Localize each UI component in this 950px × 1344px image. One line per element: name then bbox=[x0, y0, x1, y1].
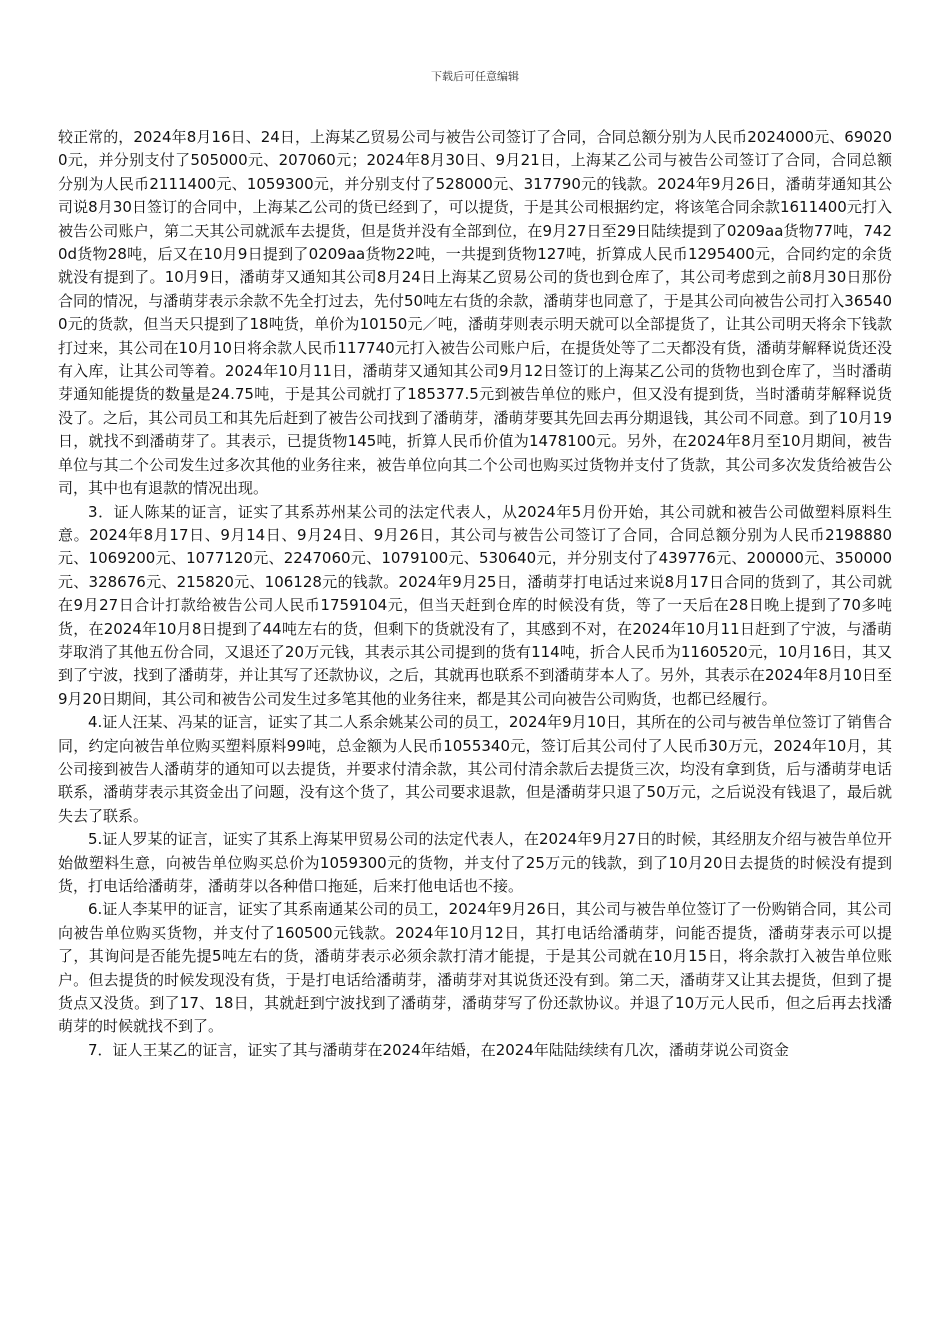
page-header: 下载后可任意编辑 bbox=[431, 70, 519, 83]
paragraph-witness-7: 7．证人王某乙的证言，证实了其与潘萌芽在2024年结婚，在2024年陆陆续续有几次，潘萌芽说公司资金 bbox=[88, 1040, 789, 1059]
paragraph-witness-3: 3．证人陈某的证言，证实了其系苏州某公司的法定代表人，从2024年5月份开始，其公司就和被告公司做塑料原料生意。2024年8月17日、9月14日、9月24日、9月26日，其公司与被告公司签订了合同，合同总额分别为人民币2198880元、1069200元、1077120元、2247060元、1079100元、530640元，并分别支付了439776元、200000元、350000元、328676元、215820元、106128元的钱款。2024年9月25日，潘萌芽打电话过来说8月17日合同的货到了，其公司就在9月27日合计打款给被告公司人民币1759104元，但当天赶到仓库的时候没有货，等了一天后在28日晚上提到了70多吨货，在2024年10月8日提到了44吨左右的货，但剩下的货就没有了，其感到不对，在2024年10月11日赶到了宁波，与潘萌芽取消了其他五份合同，又退还了20万元钱，其表示其公司提到的货有114吨，折合人民币为1160520元，10月16日，其又到了宁波，找到了潘萌芽，并让其写了还款协议，之后，其就再也联系不到潘萌芽本人了。另外，其表示在2024年8月10日至9月20日期间，其公司和被告公司发生过多笔其他的业务往来，都是其公司向被告公司购货，也都已经履行。 bbox=[58, 502, 892, 708]
paragraph-witness-4: 4.证人汪某、冯某的证言，证实了其二人系余姚某公司的员工，2024年9月10日，其所在的公司与被告单位签订了销售合同，约定向被告单位购买塑料原料99吨，总金额为人民币1055340元，签订后其公司付了人民币30万元，2024年10月，其公司接到被告人潘萌芽的通知可以去提货，并要求付清余款，其公司付清余款后去提货三次，均没有拿到货，后与潘萌芽电话联系，潘萌芽表示其资金出了问题，没有这个货了，其公司要求退款，但是潘萌芽只退了50万元，之后说没有钱退了，最后就失去了联系。 bbox=[58, 713, 892, 825]
paragraph-continuation: 较正常的，2024年8月16日、24日，上海某乙贸易公司与被告公司签订了合同，合同总额分别为人民币2024000元、690200元，并分别支付了505000元、207060元；2024年8月30日、9月21日，上海某乙公司与被告公司签订了合同，合同总额分别为人民币2111400元、1059300元，并分别支付了528000元、317790元的钱款。2024年9月26日，潘萌芽通知其公司说8月30日签订的合同中，上海某乙公司的货已经到了，可以提货，于是其公司根据约定，将该笔合同余款1611400元打入被告公司账户，第二天其公司就派车去提货，但是货并没有全部到位，在9月27日至29日陆续提到了0209aa货物77吨，7420d货物28吨，后又在10月9日提到了0209aa货物22吨，一共提到货物127吨，折算成人民币1295400元，合同约定的余货就没有提到了。10月9日，潘萌芽又通知其公司8月24日上海某乙贸易公司的货也到仓库了，其公司考虑到之前8月30日那份合同的情况，与潘萌芽表示余款不先全打过去，先付50吨左右货的余款，潘萌芽也同意了，于是其公司向被告公司打入365400元的货款，但当天只提到了18吨货，单价为10150元／吨，潘萌芽则表示明天就可以全部提货了，让其公司明天将余下钱款打过来，其公司在10月10日将余款人民币117740元打入被告公司账户后，在提货处等了二天都没有货，潘萌芽解释说货还没有入库，让其公司等着。2024年10月11日，潘萌芽又通知其公司9月12日签订的上海某乙公司的货物也到仓库了，当时潘萌芽通知能提货的数量是24.75吨，于是其公司就打了185377.5元到被告单位的账户，但又没有提到货，当时潘萌芽解释说货没了。之后，其公司员工和其先后赶到了被告公司找到了潘萌芽，潘萌芽要其先回去再分期退钱，其公司不同意。到了10月19日，就找不到潘萌芽了。其表示，已提货物145吨，折算人民币价值为1478100元。另外，在2024年8月至10月期间，被告单位与其二个公司发生过多次其他的业务往来，被告单位向其二个公司也购买过货物并支付了货款，其公司多次发货给被告公司，其中也有退款的情况出现。 bbox=[58, 128, 892, 498]
document-body bbox=[58, 126, 892, 1062]
paragraph-witness-5: 5.证人罗某的证言，证实了其系上海某甲贸易公司的法定代表人，在2024年9月27日的时候，其经朋友介绍与被告单位开始做塑料生意，向被告单位购买总价为1059300元的货物，并支付了25万元的钱款，到了10月20日去提货的时候没有提到货，打电话给潘萌芽，潘萌芽以各种借口拖延，后来打他电话也不接。 bbox=[58, 830, 892, 895]
paragraph-witness-6: 6.证人李某甲的证言，证实了其系南通某公司的员工，2024年9月26日，其公司与被告单位签订了一份购销合同，其公司向被告单位购买货物，并支付了160500元钱款。2024年10月12日，其打电话给潘萌芽，问能否提货，潘萌芽表示可以提了，其询问是否能先提5吨左右的货，潘萌芽表示必须余款打清才能提，于是其公司就在10月15日，将余款打入被告单位账户。但去提货的时候发现没有货，于是打电话给潘萌芽，潘萌芽对其说货还没有到。第二天，潘萌芽又让其去提货，但到了提货点又没货。到了17、18日，其就赶到宁波找到了潘萌芽，潘萌芽写了份还款协议。并退了10万元人民币，但之后再去找潘萌芽的时候就找不到了。 bbox=[58, 900, 892, 1036]
